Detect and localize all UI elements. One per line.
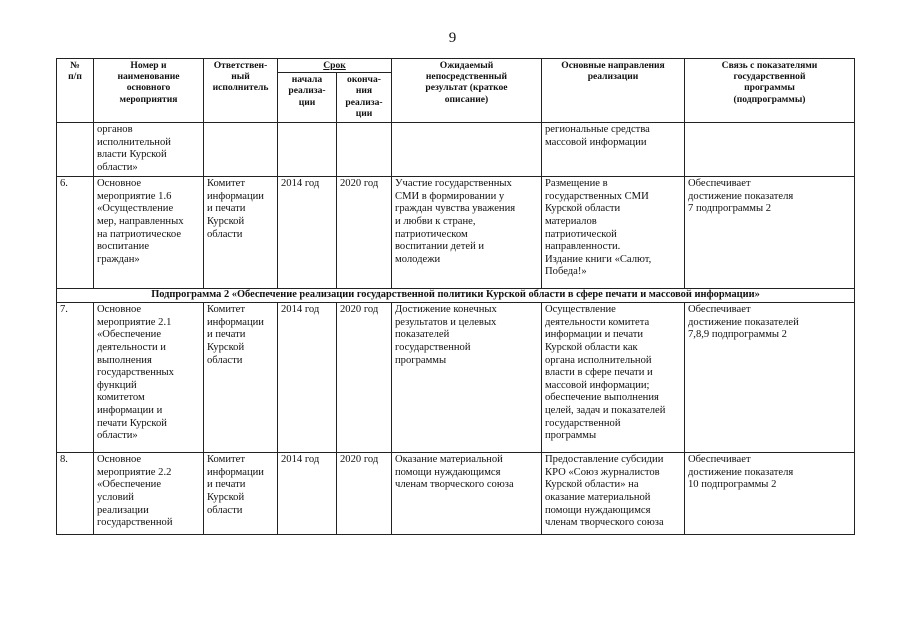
- row-link: [685, 123, 855, 177]
- row-start: [278, 123, 337, 177]
- header-num: № п/п: [57, 59, 94, 123]
- row-event: Основное мероприятие 2.1 «Обеспечение деятельности и выполнения государственных функций комитетом информации и печати Курской области»: [94, 303, 204, 453]
- row-num: 6.: [57, 177, 94, 289]
- header-directions: Основные направления реализации: [542, 59, 685, 123]
- row-directions: Предоставление субсидии КРО «Союз журналистов Курской области» на оказание материальной помощи нуждающимся членам творческого союза: [542, 453, 685, 535]
- header-start: начала реализа- ции: [278, 73, 337, 123]
- row-num: [57, 123, 94, 177]
- row-link: Обеспечивает достижение показателя 10 подпрограммы 2: [685, 453, 855, 535]
- header-link: Связь с показателями государственной программы (подпрограммы): [685, 59, 855, 123]
- row-result: Достижение конечных результатов и целевых показателей государственной программы: [392, 303, 542, 453]
- row-event: Основное мероприятие 2.2 «Обеспечение условий реализации государственной: [94, 453, 204, 535]
- row-link: Обеспечивает достижение показателя 7 подпрограммы 2: [685, 177, 855, 289]
- row-responsible: Комитет информации и печати Курской области: [204, 177, 278, 289]
- row-responsible: [204, 123, 278, 177]
- header-term: Срок: [278, 59, 392, 73]
- header-result: Ожидаемый непосредственный результат (краткое описание): [392, 59, 542, 123]
- row-start: 2014 год: [278, 303, 337, 453]
- program-events-table: [56, 58, 855, 535]
- header-end: оконча- ния реализа- ции: [337, 73, 392, 123]
- table-row: [57, 303, 855, 453]
- table-row: [57, 453, 855, 535]
- row-event: органов исполнительной власти Курской области»: [94, 123, 204, 177]
- row-directions: Размещение в государственных СМИ Курской области материалов патриотической направленности. Издание книги «Салют, Победа!»: [542, 177, 685, 289]
- row-responsible: Комитет информации и печати Курской области: [204, 453, 278, 535]
- row-end: 2020 год: [337, 177, 392, 289]
- row-link: Обеспечивает достижение показателей 7,8,9 подпрограммы 2: [685, 303, 855, 453]
- row-start: 2014 год: [278, 177, 337, 289]
- table-row: [57, 177, 855, 289]
- row-result: Участие государственных СМИ в формировании у граждан чувства уважения и любви к стране, патриотическом воспитании детей и молодежи: [392, 177, 542, 289]
- row-result: Оказание материальной помощи нуждающимся членам творческого союза: [392, 453, 542, 535]
- header-event: Номер и наименование основного мероприятия: [94, 59, 204, 123]
- row-result: [392, 123, 542, 177]
- row-end: 2020 год: [337, 453, 392, 535]
- row-num: 7.: [57, 303, 94, 453]
- table-row: [57, 123, 855, 177]
- row-event: Основное мероприятие 1.6 «Осуществление мер, направленных на патриотическое воспитание граждан»: [94, 177, 204, 289]
- row-end: 2020 год: [337, 303, 392, 453]
- header-responsible: Ответствен- ный исполнитель: [204, 59, 278, 123]
- row-directions: Осуществление деятельности комитета информации и печати Курской области как органа исполнительной власти в сфере печати и массовой информации; обеспечение выполнения целей, задач и показателей государственной программы: [542, 303, 685, 453]
- row-directions: региональные средства массовой информации: [542, 123, 685, 177]
- row-num: 8.: [57, 453, 94, 535]
- row-start: 2014 год: [278, 453, 337, 535]
- page-number: 9: [448, 30, 457, 46]
- row-responsible: Комитет информации и печати Курской области: [204, 303, 278, 453]
- row-end: [337, 123, 392, 177]
- subprogram-row: [57, 289, 855, 303]
- header-row: [57, 59, 855, 73]
- subprogram-title: Подпрограмма 2 «Обеспечение реализации государственной политики Курской области в сфере печати и массовой информации»: [57, 289, 855, 303]
